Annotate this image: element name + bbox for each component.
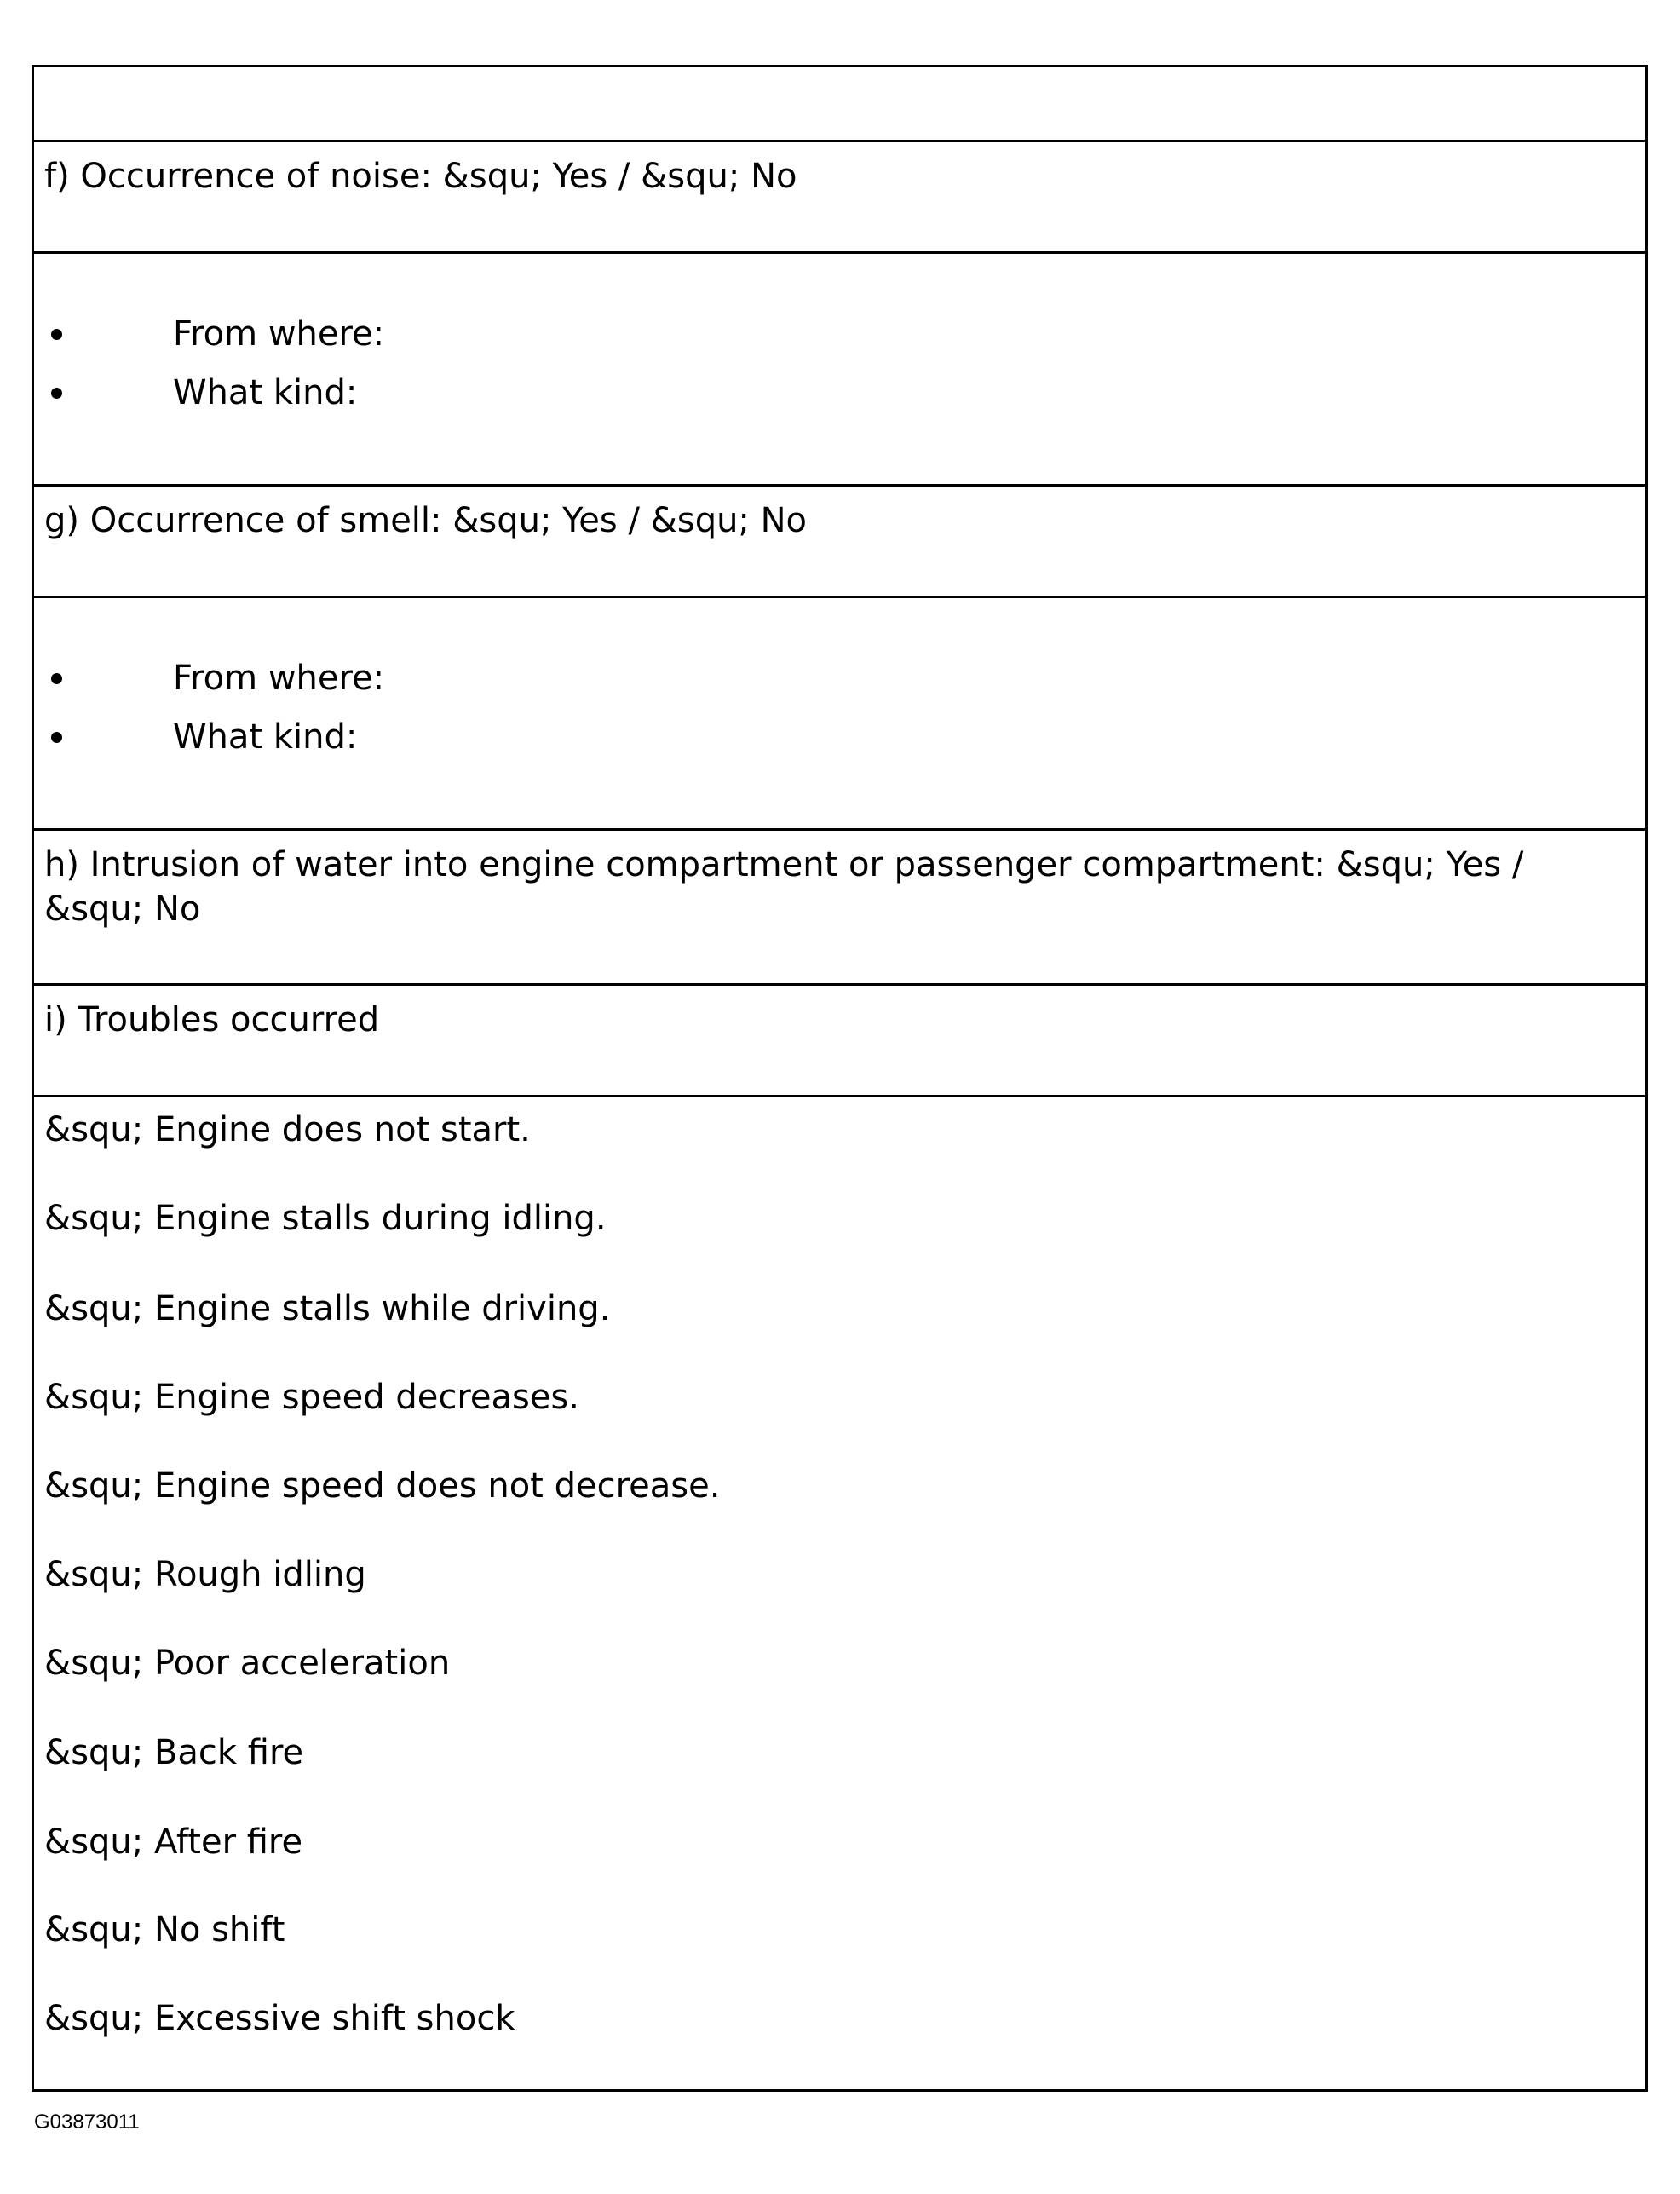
troubles-list-row [34, 1097, 1645, 2089]
blank-row [34, 67, 1645, 142]
trouble-engine-does-not-start: &squ; Engine does not start. [44, 1110, 531, 1149]
water-intrusion-row [34, 831, 1645, 986]
trouble-after-fire: &squ; After fire [44, 1823, 303, 1862]
bullet-icon [51, 388, 62, 399]
bullet-icon [51, 732, 62, 743]
trouble-no-shift: &squ; No shift [44, 1910, 285, 1949]
form-table [32, 65, 1648, 2092]
bullet-icon [51, 329, 62, 340]
trouble-stalls-idling: &squ; Engine stalls during idling. [44, 1199, 607, 1238]
noise-details-row [34, 254, 1645, 487]
noise-question: f) Occurrence of noise: &squ; Yes / &squ; No [44, 157, 797, 196]
smell-question-row [34, 487, 1645, 598]
trouble-back-fire: &squ; Back fire [44, 1733, 304, 1772]
trouble-stalls-driving: &squ; Engine stalls while driving. [44, 1289, 611, 1328]
noise-what-kind-label: What kind: [173, 373, 358, 412]
trouble-rough-idling: &squ; Rough idling [44, 1555, 366, 1594]
noise-from-where-label: From where: [173, 314, 385, 354]
smell-from-where-label: From where: [173, 659, 385, 698]
troubles-heading: i) Troubles occurred [44, 1000, 380, 1039]
trouble-excessive-shift-shock: &squ; Excessive shift shock [44, 1999, 515, 2038]
noise-question-row [34, 142, 1645, 254]
figure-id: G03873011 [34, 2111, 140, 2134]
smell-what-kind-label: What kind: [173, 717, 358, 757]
trouble-speed-not-decrease: &squ; Engine speed does not decrease. [44, 1466, 721, 1506]
trouble-speed-decreases: &squ; Engine speed decreases. [44, 1378, 580, 1417]
smell-details-row [34, 598, 1645, 831]
water-intrusion-question: h) Intrusion of water into engine compartment or passenger compartment: &squ; Yes / &squ; No [44, 845, 1524, 929]
trouble-poor-acceleration: &squ; Poor acceleration [44, 1644, 451, 1683]
troubles-heading-row [34, 986, 1645, 1097]
smell-question: g) Occurrence of smell: &squ; Yes / &squ; No [44, 501, 808, 540]
bullet-icon [51, 673, 62, 684]
